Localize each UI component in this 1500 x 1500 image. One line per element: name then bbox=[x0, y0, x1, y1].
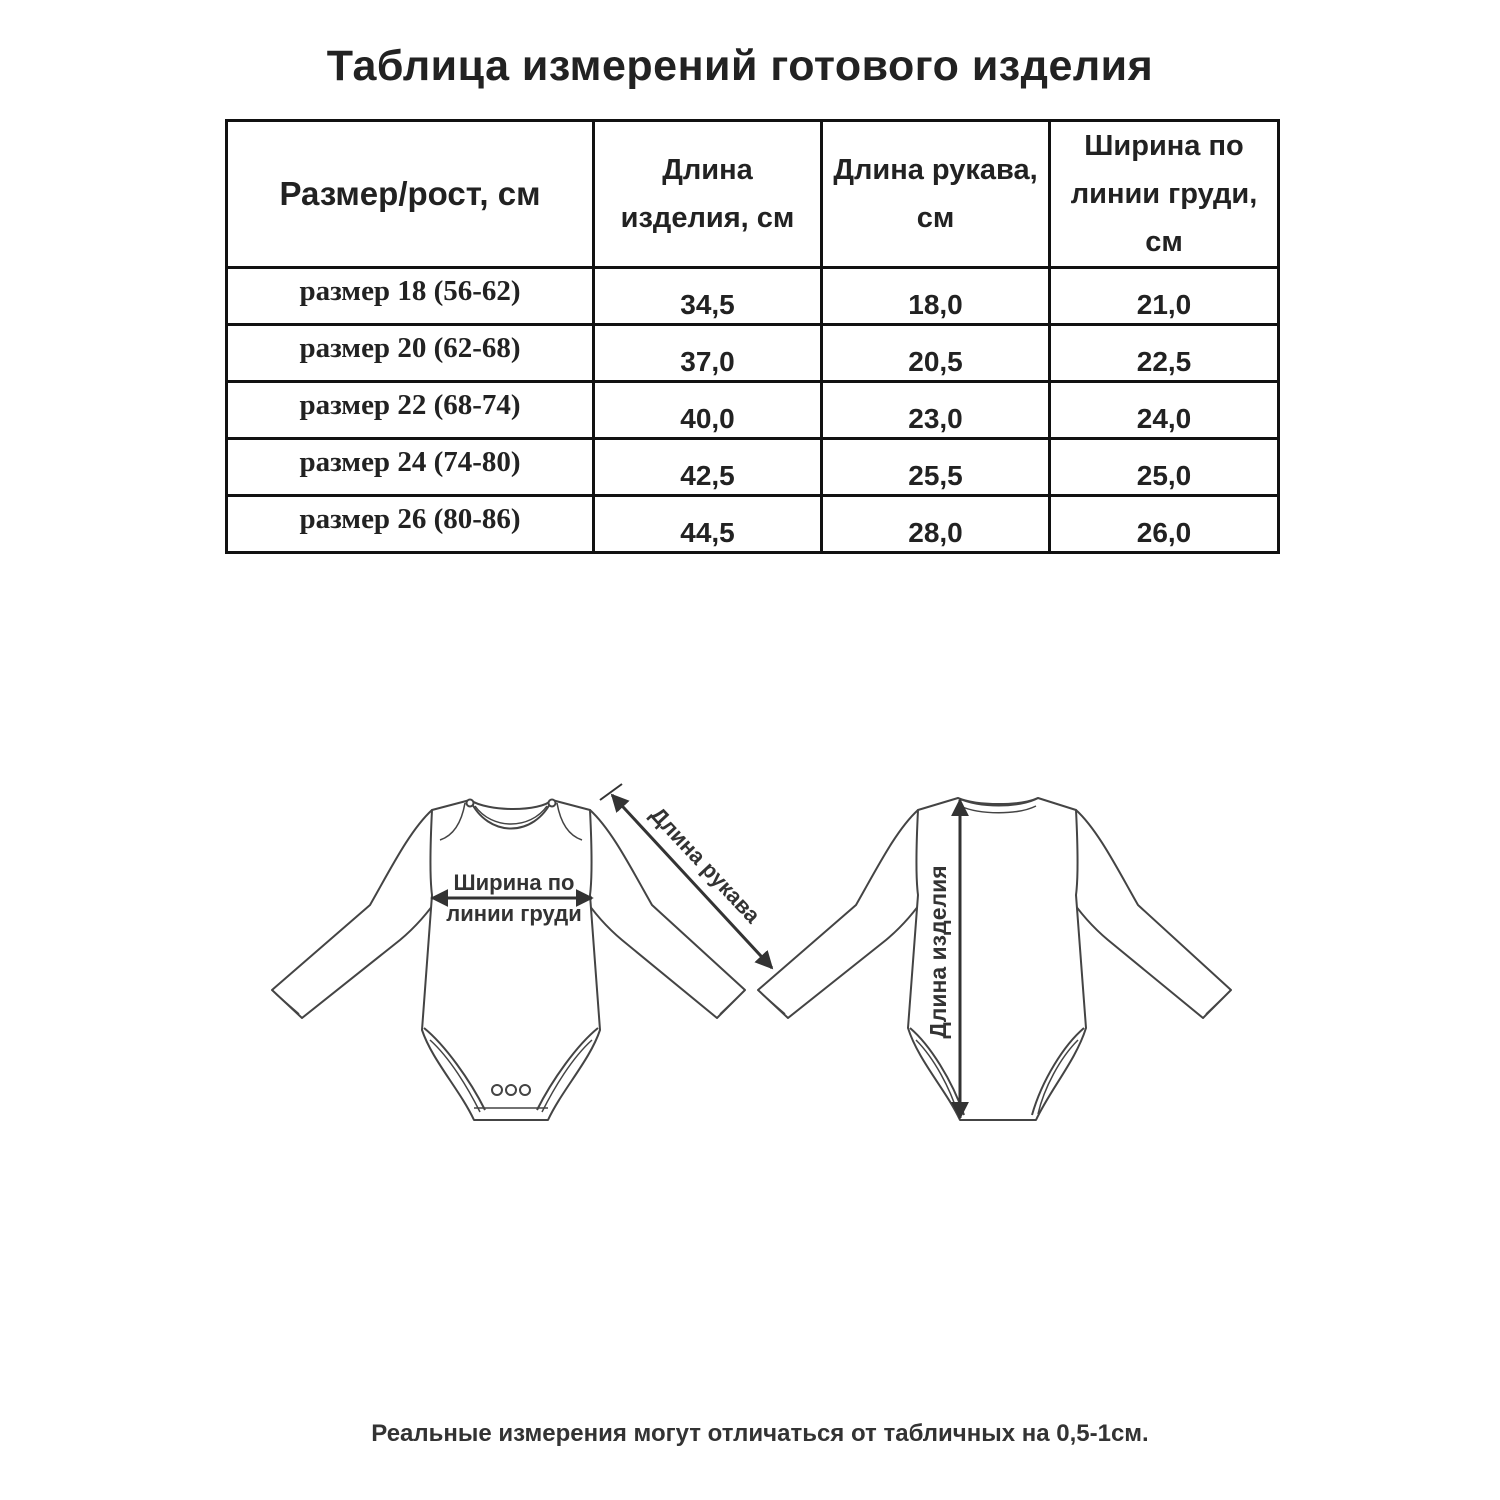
size-table bbox=[225, 119, 1280, 554]
chest-cell: 22,5 bbox=[1050, 325, 1279, 382]
sleeve-end-tick bbox=[600, 784, 622, 800]
size-cell: размер 26 (80-86) bbox=[227, 496, 594, 553]
footnote: Реальные измерения могут отличаться от табличных на 0,5-1см. bbox=[371, 1420, 1149, 1447]
chest-width-label-line1: Ширина по bbox=[453, 870, 575, 895]
header-size: Размер/рост, см bbox=[227, 121, 594, 268]
length-label: Длина изделия bbox=[925, 865, 951, 1039]
chest-cell: 25,0 bbox=[1050, 439, 1279, 496]
header-length: Длина изделия, см bbox=[594, 121, 822, 268]
bodysuit-diagram bbox=[0, 760, 1500, 1160]
length-cell: 37,0 bbox=[594, 325, 822, 382]
sleeve-cell: 20,5 bbox=[822, 325, 1050, 382]
chest-cell: 26,0 bbox=[1050, 496, 1279, 553]
table-row bbox=[227, 496, 1279, 553]
table-row bbox=[227, 268, 1279, 325]
table-row bbox=[227, 382, 1279, 439]
table-row bbox=[227, 325, 1279, 382]
length-cell: 42,5 bbox=[594, 439, 822, 496]
page-title: Таблица измерений готового изделия bbox=[326, 42, 1154, 90]
size-cell: размер 24 (74-80) bbox=[227, 439, 594, 496]
header-chest: Ширина по линии груди, см bbox=[1050, 121, 1279, 268]
length-cell: 34,5 bbox=[594, 268, 822, 325]
sleeve-cell: 28,0 bbox=[822, 496, 1050, 553]
chest-cell: 21,0 bbox=[1050, 268, 1279, 325]
length-cell: 40,0 bbox=[594, 382, 822, 439]
table-row bbox=[227, 439, 1279, 496]
sleeve-cell: 18,0 bbox=[822, 268, 1050, 325]
chest-cell: 24,0 bbox=[1050, 382, 1279, 439]
size-cell: размер 22 (68-74) bbox=[227, 382, 594, 439]
size-cell: размер 18 (56-62) bbox=[227, 268, 594, 325]
length-cell: 44,5 bbox=[594, 496, 822, 553]
table-header-row bbox=[227, 121, 1279, 268]
sleeve-cell: 25,5 bbox=[822, 439, 1050, 496]
header-sleeve: Длина рукава, см bbox=[822, 121, 1050, 268]
bodysuit-back-drawing bbox=[758, 798, 1231, 1120]
sleeve-length-label: Длина рукава bbox=[645, 801, 766, 928]
size-cell: размер 20 (62-68) bbox=[227, 325, 594, 382]
sleeve-cell: 23,0 bbox=[822, 382, 1050, 439]
chest-width-label-line2: линии груди bbox=[446, 901, 582, 926]
